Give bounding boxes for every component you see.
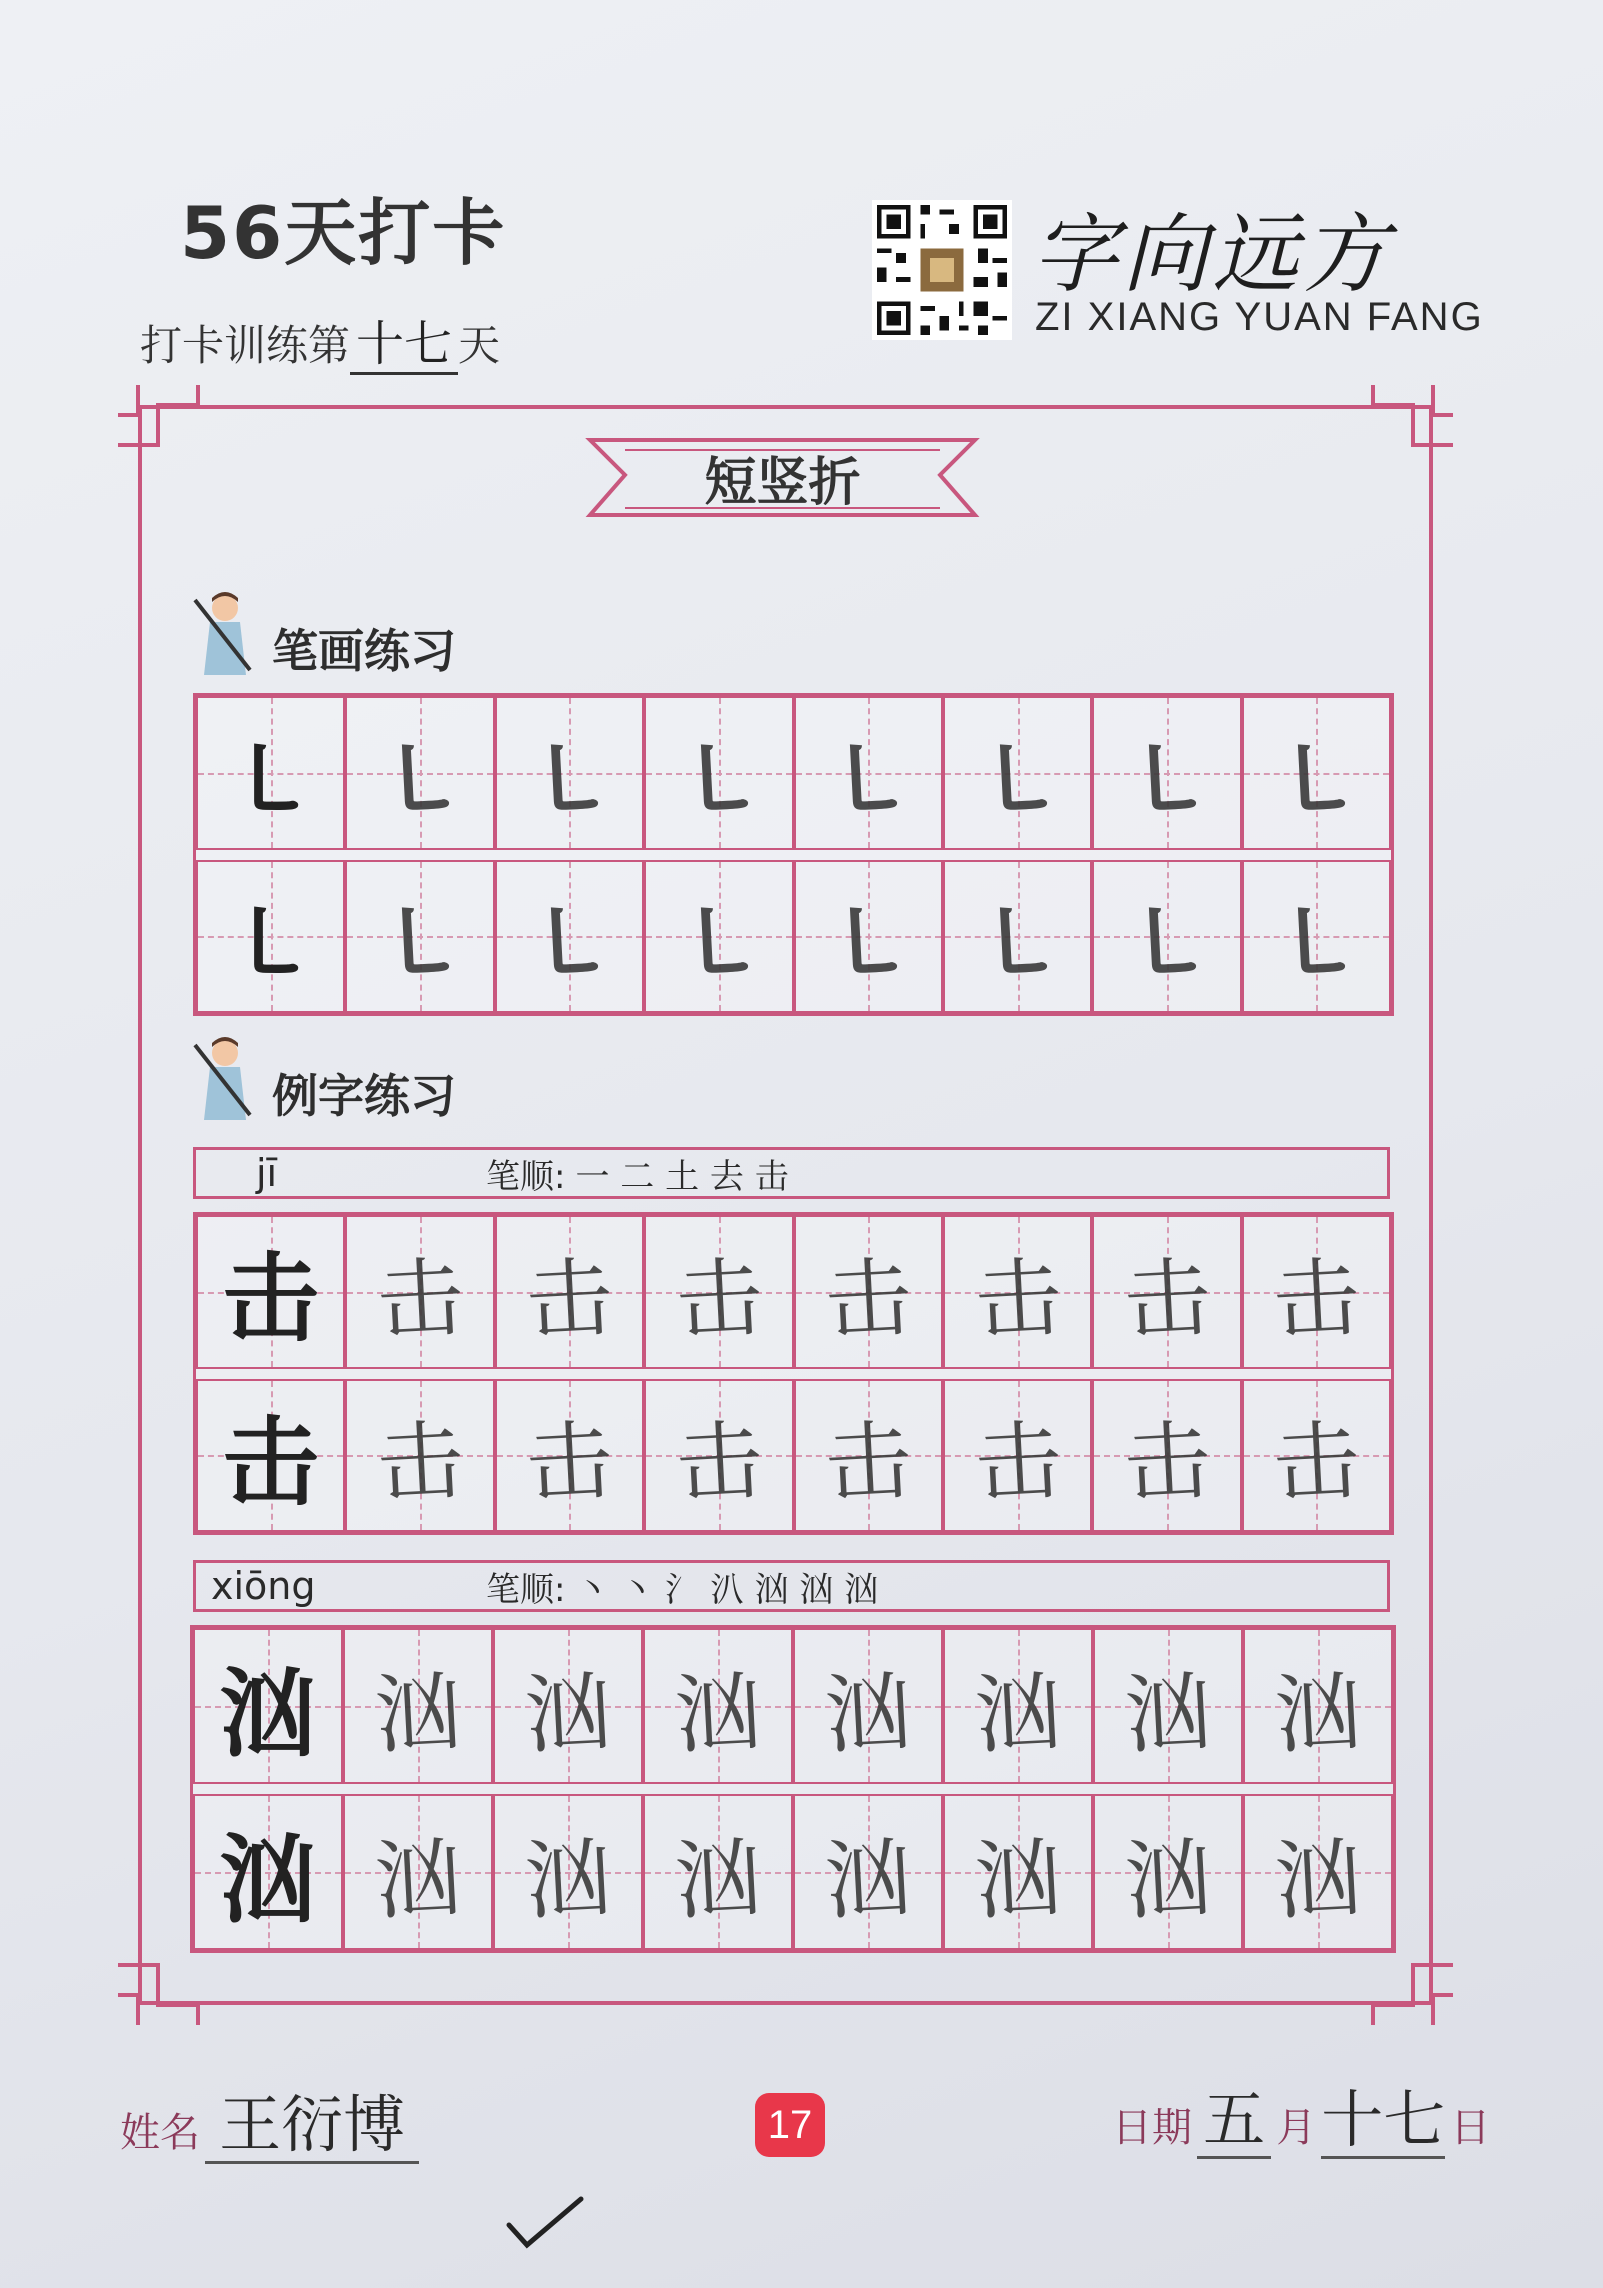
practice-cell: [644, 696, 793, 850]
practice-cell: [495, 696, 644, 850]
date-field: [1112, 2070, 1490, 2159]
handwritten-character: 击: [524, 1247, 616, 1352]
handwritten-stroke: ㇄: [1119, 888, 1216, 1000]
practice-cell: [794, 1215, 943, 1369]
practice-cell: [943, 696, 1092, 850]
handwritten-character: 击: [823, 1247, 915, 1352]
topic-label: 短竖折: [704, 453, 861, 513]
month-label: 月: [1276, 2105, 1317, 2151]
handwritten-character: 汹: [1122, 1661, 1214, 1767]
model-character: 击: [222, 1242, 319, 1356]
practice-cell: [1092, 1215, 1241, 1369]
practice-cell: [1093, 1794, 1243, 1950]
handwritten-character: 击: [972, 1247, 1064, 1352]
page-title: 56天打卡: [180, 191, 507, 275]
scholar-icon: [190, 590, 260, 680]
practice-cell: [196, 860, 345, 1014]
handwritten-stroke: ㇄: [372, 725, 469, 837]
training-day-line: [140, 305, 500, 374]
practice-cell: [794, 860, 943, 1014]
practice-cell: [1243, 1794, 1393, 1950]
practice-cell: [1242, 860, 1391, 1014]
day-value: 十七: [1321, 2083, 1445, 2159]
model-character: 击: [222, 1405, 319, 1519]
practice-cell: [943, 860, 1092, 1014]
char-info-bar: [193, 1560, 1390, 1612]
scholar-icon: [190, 1035, 260, 1125]
handwritten-character: 汹: [822, 1661, 914, 1767]
practice-cell: [644, 1379, 793, 1533]
subtitle-suffix: 天: [458, 321, 501, 370]
handwritten-stroke: ㇄: [671, 725, 767, 837]
handwritten-character: 击: [524, 1411, 616, 1516]
practice-cell: [196, 696, 345, 850]
pinyin: jī: [256, 1151, 278, 1195]
day-label: 日: [1450, 2105, 1491, 2151]
handwritten-character: 汹: [972, 1827, 1064, 1933]
handwritten-stroke: ㇄: [820, 888, 917, 1000]
model-character: 汹: [220, 1822, 316, 1936]
practice-cell: [943, 1628, 1093, 1784]
stroke-order-label: 笔顺:: [486, 1156, 566, 1197]
brand-logo-text: 字向远方: [1032, 205, 1392, 305]
model-stroke: ㇄: [225, 891, 316, 998]
handwritten-character: 击: [374, 1411, 467, 1516]
character-practice-grid: [193, 1212, 1394, 1535]
practice-cell: [794, 1379, 943, 1533]
pinyin: xiōng: [211, 1564, 316, 1608]
practice-cell: [1093, 1628, 1243, 1784]
handwritten-stroke: ㇄: [522, 888, 618, 1000]
char-info-bar: [193, 1147, 1390, 1199]
practice-cell: [1242, 696, 1391, 850]
practice-cell: [943, 1794, 1093, 1950]
practice-cell: [493, 1794, 643, 1950]
handwritten-character: 击: [673, 1411, 765, 1516]
practice-cell: [196, 1215, 345, 1369]
handwritten-character: 击: [1271, 1411, 1363, 1516]
practice-cell: [794, 696, 943, 850]
practice-cell: [495, 860, 644, 1014]
handwritten-character: 汹: [672, 1827, 764, 1933]
handwritten-character: 击: [972, 1411, 1064, 1516]
handwritten-stroke: ㇄: [671, 888, 767, 1000]
example-practice-title: 例字练习: [272, 1069, 456, 1123]
handwritten-stroke: ㇄: [372, 888, 469, 1000]
handwritten-stroke: ㇄: [1269, 888, 1365, 1000]
handwritten-character: 击: [823, 1411, 915, 1516]
name-field: [120, 2075, 419, 2164]
handwritten-character: 汹: [1272, 1661, 1364, 1767]
subtitle-prefix: 打卡训练第: [140, 321, 351, 370]
practice-cell: [345, 1215, 494, 1369]
handwritten-stroke: ㇄: [820, 725, 917, 837]
character-practice-grid: [190, 1625, 1396, 1953]
practice-cell: [1092, 696, 1241, 850]
date-label: 日期: [1112, 2105, 1192, 2151]
practice-cell: [495, 1215, 644, 1369]
practice-cell: [345, 696, 494, 850]
practice-cell: [493, 1628, 643, 1784]
handwritten-character: 汹: [522, 1661, 614, 1767]
page-number-badge: 17: [755, 2093, 825, 2157]
handwritten-stroke: ㇄: [970, 888, 1066, 1000]
handwritten-stroke: ㇄: [970, 725, 1066, 837]
name-value: 王衍博: [205, 2088, 419, 2164]
practice-cell: [943, 1379, 1092, 1533]
handwritten-character: 击: [1121, 1411, 1213, 1516]
practice-cell: [1242, 1379, 1391, 1533]
handwritten-character: 汹: [1122, 1827, 1214, 1933]
practice-cell: [644, 1215, 793, 1369]
stroke-order-label: 笔顺:: [486, 1569, 566, 1610]
stroke-practice-grid: [193, 693, 1394, 1016]
qr-code-icon: [872, 200, 1012, 340]
handwritten-character: 汹: [372, 1827, 464, 1933]
stroke-order: 一 二 土 去 击: [575, 1156, 789, 1197]
practice-cell: [643, 1794, 793, 1950]
practice-cell: [1242, 1215, 1391, 1369]
handwritten-character: 汹: [822, 1827, 914, 1933]
practice-cell: [644, 860, 793, 1014]
handwritten-stroke: ㇄: [1119, 725, 1216, 837]
practice-cell: [1092, 1379, 1241, 1533]
handwritten-character: 汹: [372, 1661, 464, 1767]
handwritten-character: 汹: [1272, 1827, 1364, 1933]
practice-cell: [943, 1215, 1092, 1369]
month-value: 五: [1197, 2083, 1271, 2159]
practice-cell: [1092, 860, 1241, 1014]
brand-english: ZI XIANG YUAN FANG: [1035, 295, 1484, 339]
handwritten-character: 击: [1271, 1247, 1363, 1352]
model-character: 汹: [220, 1656, 316, 1770]
practice-cell: [193, 1794, 343, 1950]
practice-cell: [343, 1794, 493, 1950]
handwritten-character: 汹: [522, 1827, 614, 1933]
practice-cell: [196, 1379, 345, 1533]
practice-cell: [495, 1379, 644, 1533]
practice-cell: [1243, 1628, 1393, 1784]
handwritten-character: 击: [374, 1247, 467, 1352]
stroke-practice-title: 笔画练习: [272, 624, 456, 678]
handwritten-stroke: ㇄: [522, 725, 618, 837]
model-stroke: ㇄: [225, 727, 316, 834]
handwritten-character: 汹: [972, 1661, 1064, 1767]
practice-cell: [193, 1628, 343, 1784]
practice-cell: [345, 860, 494, 1014]
practice-cell: [343, 1628, 493, 1784]
handwritten-character: 汹: [672, 1661, 764, 1767]
stroke-order: 丶 丶 氵 汃 汹 汹 汹: [575, 1569, 879, 1610]
handwritten-stroke: ㇄: [1269, 725, 1365, 837]
practice-cell: [345, 1379, 494, 1533]
checkmark-icon: [505, 2195, 585, 2255]
handwritten-character: 击: [673, 1247, 765, 1352]
name-label: 姓名: [120, 2110, 200, 2156]
day-written: 十七: [350, 316, 458, 375]
practice-cell: [793, 1628, 943, 1784]
practice-cell: [793, 1794, 943, 1950]
handwritten-character: 击: [1121, 1247, 1213, 1352]
practice-cell: [643, 1628, 793, 1784]
